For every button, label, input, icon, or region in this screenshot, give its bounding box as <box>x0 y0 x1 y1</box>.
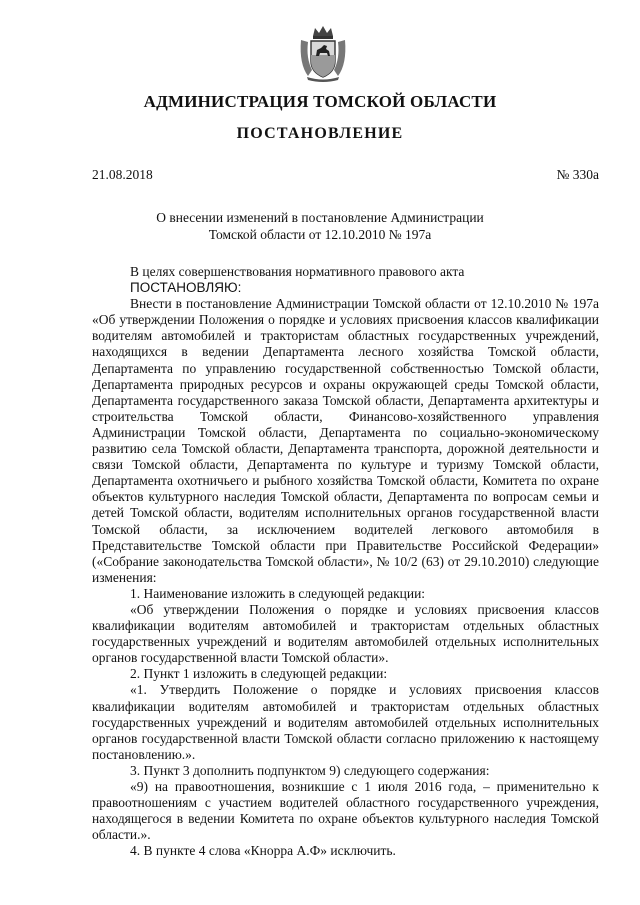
item-3-text: «9) на правоотношения, возникшие с 1 июля 2016 года, – применительно к правоотношениям с участием водителей областного государственного учреждения, находящегося в ведении Комитета по охране объектов культурного наследия Томской области.». <box>92 779 599 843</box>
item-2-title: 2. Пункт 1 изложить в следующей редакции: <box>130 666 388 682</box>
document-body <box>92 264 599 859</box>
preamble-paragraph: В целях совершенствования нормативного правового акта <box>130 264 465 279</box>
document-number: № 330а <box>556 167 599 182</box>
item-3-title: 3. Пункт 3 дополнить подпунктом 9) следующего содержания: <box>130 762 490 778</box>
organization-title: АДМИНИСТРАЦИЯ ТОМСКОЙ ОБЛАСТИ <box>143 92 497 111</box>
resolve-heading: ПОСТАНОВЛЯЮ: <box>130 280 242 296</box>
document-date: 21.08.2018 <box>92 167 153 182</box>
item-4-paragraph: 4. В пункте 4 слова «Кнорра А.Ф» исключить. <box>130 843 396 859</box>
document-subject <box>120 209 520 243</box>
item-2-text: «1. Утвердить Положение о порядке и условиях присвоения классов квалификации водителям автомобилей и трактористам отдельных областных государственных учреждений и водителям автомобилей отдельных исполнительных органов государственной власти Томской области согласно приложению к настоящему постановлению.». <box>92 682 599 762</box>
item-1-text: «Об утверждении Положения о порядке и условиях присвоения классов квалификации водителям автомобилей и трактористам отдельных областных государственных учреждений и водителям автомобилей отдельных исполнительных органов государственной власти Томской области». <box>92 601 599 666</box>
subject-line-2: Томской области от 12.10.2010 № 197а <box>208 227 432 242</box>
document-type-title: ПОСТАНОВЛЕНИЕ <box>236 125 404 142</box>
item-1-title: 1. Наименование изложить в следующей редакции: <box>130 585 426 601</box>
subject-line-1: О внесении изменений в постановление Администрации <box>156 210 484 225</box>
coat-of-arms-icon <box>298 24 348 82</box>
intro-paragraph: Внести в постановление Администрации Томской области от 12.10.2010 № 197а «Об утверждении Положения о порядке и условиях присвоения классов квалификации водителям автомобилей и трактористам областных государственных учреждений, находящихся в ведении Департамента лесного хозяйства Томской области, Департамента по управлению государственной собственностью Томской области, Департамента природных ресурсов и охраны окружающей среды Томской области, Департамента государственного заказа Томской области, Департамента архитектуры и строительства Томской области, Финансово-хозяйственного управления Администрации Томской области, Департамента по социально-экономическому развитию села Томской области, Департамента транспорта, дорожной деятельности и связи Томской области, Департамента по культуре и туризму Томской области, Департамента охотничьего и рыбного хозяйства Томской области, Комитета по охране объектов культурного наследия Томской области, Департамента по вопросам семьи и детей Томской области, водителям исполнительных органов государственной власти Томской области, за исключением водителей легкового автомобиля в Представительстве Томской области при Правительстве Российской Федерации» («Собрание законодательства Томской области», № 10/2 (63) от 29.10.2010) следующие изменения: <box>92 296 599 585</box>
